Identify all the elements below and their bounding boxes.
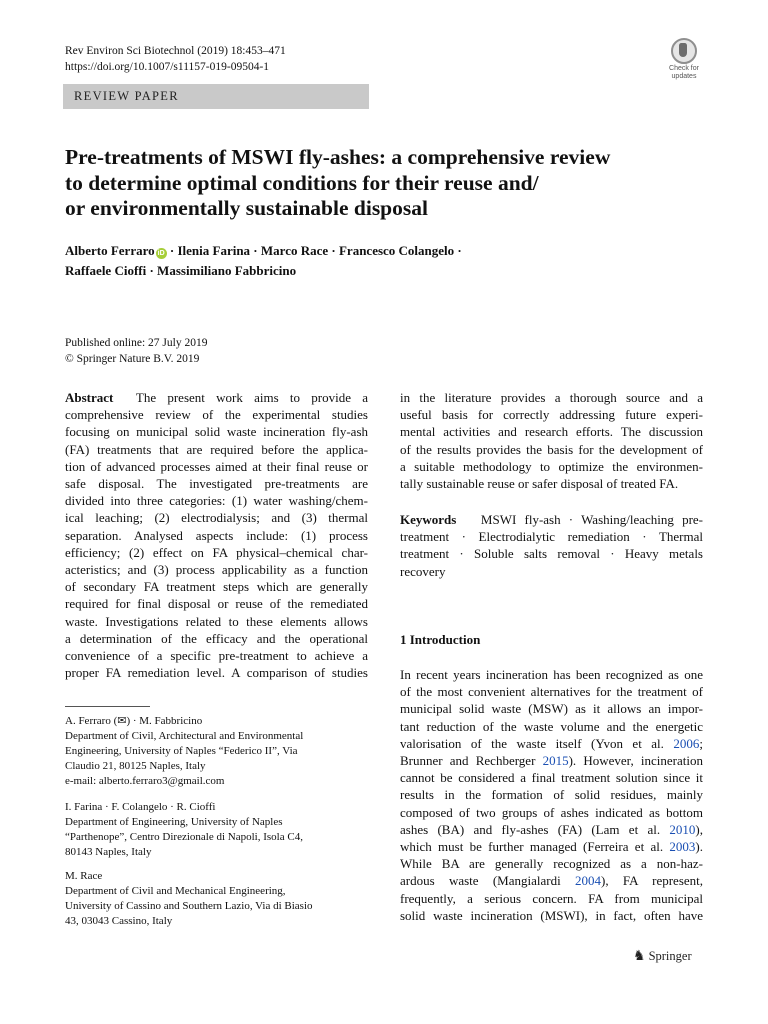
springer-horse-icon: ♞ <box>633 949 646 964</box>
affiliation-line: I. Farina · F. Colangelo · R. Cioffi <box>65 801 216 813</box>
body-line: Brunner and Rechberger 2015). However, incineration <box>400 753 703 769</box>
abstract-line: divided into three categories: (1) water washing/chem- <box>65 493 368 509</box>
affiliation-line: Department of Civil and Mechanical Engineering, <box>65 885 286 897</box>
abstract-left-column <box>65 389 368 681</box>
copyright-line: © Springer Nature B.V. 2019 <box>65 353 200 365</box>
affiliation-block <box>65 800 368 860</box>
abstract-line: of the results provides the basis for the development of <box>400 441 703 457</box>
body-line: municipal solid waste (MSW) as it allows an impor- <box>400 701 703 717</box>
doi-link[interactable]: https://doi.org/10.1007/s11157-019-09504-1 <box>65 61 270 73</box>
author-name[interactable]: Alberto Ferraro <box>65 243 155 258</box>
body-line: In recent years incineration has been recognized as one <box>400 667 703 682</box>
keywords-line: Keywords MSWI fly-ash · Washing/leaching pre- <box>400 512 704 527</box>
abstract-line: safe disposal. The investigated pre-treatments are <box>65 476 368 492</box>
affiliation-line: Engineering, University of Naples “Federico II”, Via <box>65 745 298 757</box>
citation-link[interactable]: 2015 <box>542 753 569 769</box>
publisher-logo <box>633 948 692 965</box>
affiliation-line: Claudio 21, 80125 Naples, Italy <box>65 760 206 772</box>
keywords-block <box>400 511 703 580</box>
body-line: cannot be considered a final treatment solution since it <box>400 770 703 786</box>
body-line: of the most convenient alternatives for the treatment of <box>400 684 703 700</box>
abstract-line: a determination of the efficacy and the operational <box>65 630 368 646</box>
check-for-updates-badge[interactable] <box>661 38 707 80</box>
affiliation-block <box>65 869 368 929</box>
abstract-line: tally sustainable reuse or safer disposal of treated FA. <box>400 476 679 492</box>
citation-link[interactable]: 2003 <box>669 839 696 855</box>
citation-link[interactable]: 2004 <box>575 873 602 889</box>
journal-citation: Rev Environ Sci Biotechnol (2019) 18:453–471 <box>65 45 286 57</box>
affiliation-line: Department of Civil, Architectural and Environmental <box>65 730 304 742</box>
abstract-line: acteristics; and (3) process applicability as a function <box>65 562 368 578</box>
abstract-line: separation. Analysed aspects include: (1) process <box>65 527 368 543</box>
affiliation-line: 80143 Naples, Italy <box>65 846 152 858</box>
title-line: Pre-treatments of MSWI fly-ashes: a comprehensive review <box>65 145 611 169</box>
keywords-heading: Keywords <box>400 512 457 527</box>
abstract-line: tion of advanced processes aimed at their final reuse or <box>65 458 368 474</box>
email-link[interactable]: e-mail: alberto.ferraro3@gmail.com <box>65 775 225 787</box>
abstract-line: Abstract The present work aims to provide a <box>65 390 368 405</box>
author-list <box>65 241 705 281</box>
affiliation-line: “Parthenope”, Centro Direzionale di Napoli, Isola C4, <box>65 831 303 843</box>
abstract-line: in the literature provides a thorough source and a <box>400 390 703 405</box>
abstract-line: focusing on municipal solid waste incineration fly-ash <box>65 424 368 440</box>
title-line: to determine optimal conditions for their reuse and/ <box>65 170 539 195</box>
citation-link[interactable]: 2010 <box>669 821 696 837</box>
abstract-right-column <box>400 389 703 492</box>
section-heading-introduction: 1 Introduction <box>400 632 481 647</box>
body-line: valorisation of the waste itself (Yvon et al. 2006; <box>400 735 703 751</box>
abstract-line: comprehensive review of the experimental studies <box>65 407 368 423</box>
body-line: While BA are generally recognized as a non-haz- <box>400 856 703 872</box>
abstract-line: useful basis for correctly addressing future experi- <box>400 407 703 423</box>
publication-info <box>65 335 207 367</box>
keywords-line: recovery <box>400 563 446 579</box>
publisher-name: Springer <box>648 949 692 963</box>
affiliation-line: 43, 03043 Cassino, Italy <box>65 915 173 927</box>
abstract-line: of secondary FA treatment steps which are generally <box>65 579 368 595</box>
citation-link[interactable]: 2006 <box>673 735 700 751</box>
footnote-divider <box>65 706 150 707</box>
abstract-line: (FA) treatments that are required before the applica- <box>65 441 368 457</box>
keywords-line: treatment · Electrodialytic remediation · Thermal <box>400 529 703 545</box>
body-line: frequently, a serious concern. FA from municipal <box>400 890 703 906</box>
abstract-line: required for final disposal or reuse of the remediated <box>65 596 368 612</box>
affiliation-block <box>65 714 368 789</box>
author-names: · Ilenia Farina · Marco Race · Francesco Colangelo · <box>169 243 462 258</box>
article-title <box>65 145 705 222</box>
body-line: results in the formation of solid residues, mainly <box>400 787 703 803</box>
abstract-line: convenience of a specific pre-treatment to achieve a <box>65 648 368 664</box>
abstract-line: proper FA remediation level. A comparison of studies <box>65 665 368 681</box>
affiliation-line: M. Race <box>65 870 103 882</box>
body-line: composed of two groups of ashes indicated as bottom <box>400 804 703 820</box>
badge-label: Check for updates <box>669 65 699 80</box>
article-type-banner <box>63 84 369 109</box>
abstract-line: waste. Investigations related to these elements allows <box>65 613 368 629</box>
article-type-label: REVIEW PAPER <box>74 89 179 103</box>
abstract-line: ical leaching; (2) electrodialysis; and (3) thermal <box>65 510 368 526</box>
affiliation-line: University of Cassino and Southern Lazio, Via di Biasio <box>65 900 313 912</box>
author-names: Raffaele Cioffi · Massimiliano Fabbricino <box>65 263 297 278</box>
introduction-body <box>400 666 703 924</box>
title-line: or environmentally sustainable disposal <box>65 196 428 220</box>
keywords-line: treatment · Soluble salts removal · Heavy metals <box>400 546 703 562</box>
affiliation-line: Department of Engineering, University of Naples <box>65 816 283 828</box>
abstract-heading: Abstract <box>65 390 114 405</box>
body-line: which must be further managed (Ferreira et al. 2003). <box>400 839 703 855</box>
body-line: ashes (BA) and fly-ashes (FA) (Lam et al. 2010), <box>400 821 703 837</box>
published-date: Published online: 27 July 2019 <box>65 337 208 349</box>
body-line: ardous waste (Mangialardi 2004), FA represent, <box>400 873 704 889</box>
abstract-line: mental activities and research efforts. The discussion <box>400 424 703 440</box>
check-for-updates-icon <box>671 38 697 64</box>
abstract-line: a suitable methodology to optimize the environmen- <box>400 458 703 474</box>
abstract-line: efficiency; (2) effect on FA physical–chemical char- <box>65 544 368 560</box>
body-line: solid waste incineration (MSWI), in fact, often have <box>400 907 703 923</box>
body-line: tant reduction of the waste volume and the energetic <box>400 718 703 734</box>
affiliation-line: A. Ferraro (✉) · M. Fabbricino <box>65 715 203 727</box>
orcid-icon[interactable]: iD <box>157 250 165 257</box>
